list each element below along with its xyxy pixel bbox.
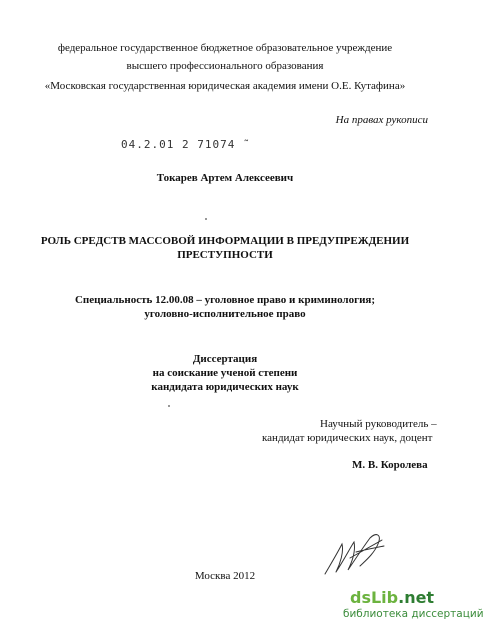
specialty-line-2: уголовно-исполнительное право	[144, 308, 306, 320]
speck	[168, 405, 170, 407]
dissertation-line-1: Диссертация	[192, 353, 258, 365]
institution-line-3: «Московская государственная юридическая академия имени О.Е. Кутафина»	[44, 80, 406, 92]
watermark-logo-main: dsLib	[350, 588, 399, 607]
watermark-logo	[350, 588, 434, 607]
watermark-logo-tld: .net	[398, 588, 435, 607]
institution-line-2: высшего профессионального образования	[126, 60, 324, 72]
author-name: Токарев Артем Алексеевич	[156, 172, 294, 184]
supervisor-degree: кандидат юридических наук, доцент	[262, 432, 433, 444]
title-line-2: ПРЕСТУПНОСТИ	[177, 249, 273, 261]
dissertation-line-2: на соискание ученой степени	[152, 367, 298, 379]
watermark-subtitle: библиотека диссертаций	[343, 608, 484, 620]
institution-line-1: федеральное государственное бюджетное образовательное учреждение	[57, 42, 393, 54]
rights-note: На правах рукописи	[335, 114, 428, 126]
specialty-line-1: Специальность 12.00.08 – уголовное право и криминология;	[74, 294, 376, 306]
library-stamp-number: 04.2.01 2 71074 ˜	[121, 138, 251, 151]
dissertation-line-3: кандидата юридических наук	[151, 381, 299, 393]
supervisor-name: М. В. Королева	[352, 459, 428, 471]
speck	[205, 218, 207, 220]
title-line-1: РОЛЬ СРЕДСТВ МАССОВОЙ ИНФОРМАЦИИ В ПРЕДУПРЕЖДЕНИИ	[40, 235, 410, 247]
supervisor-label: Научный руководитель –	[320, 418, 437, 430]
city-year: Москва 2012	[194, 570, 256, 582]
